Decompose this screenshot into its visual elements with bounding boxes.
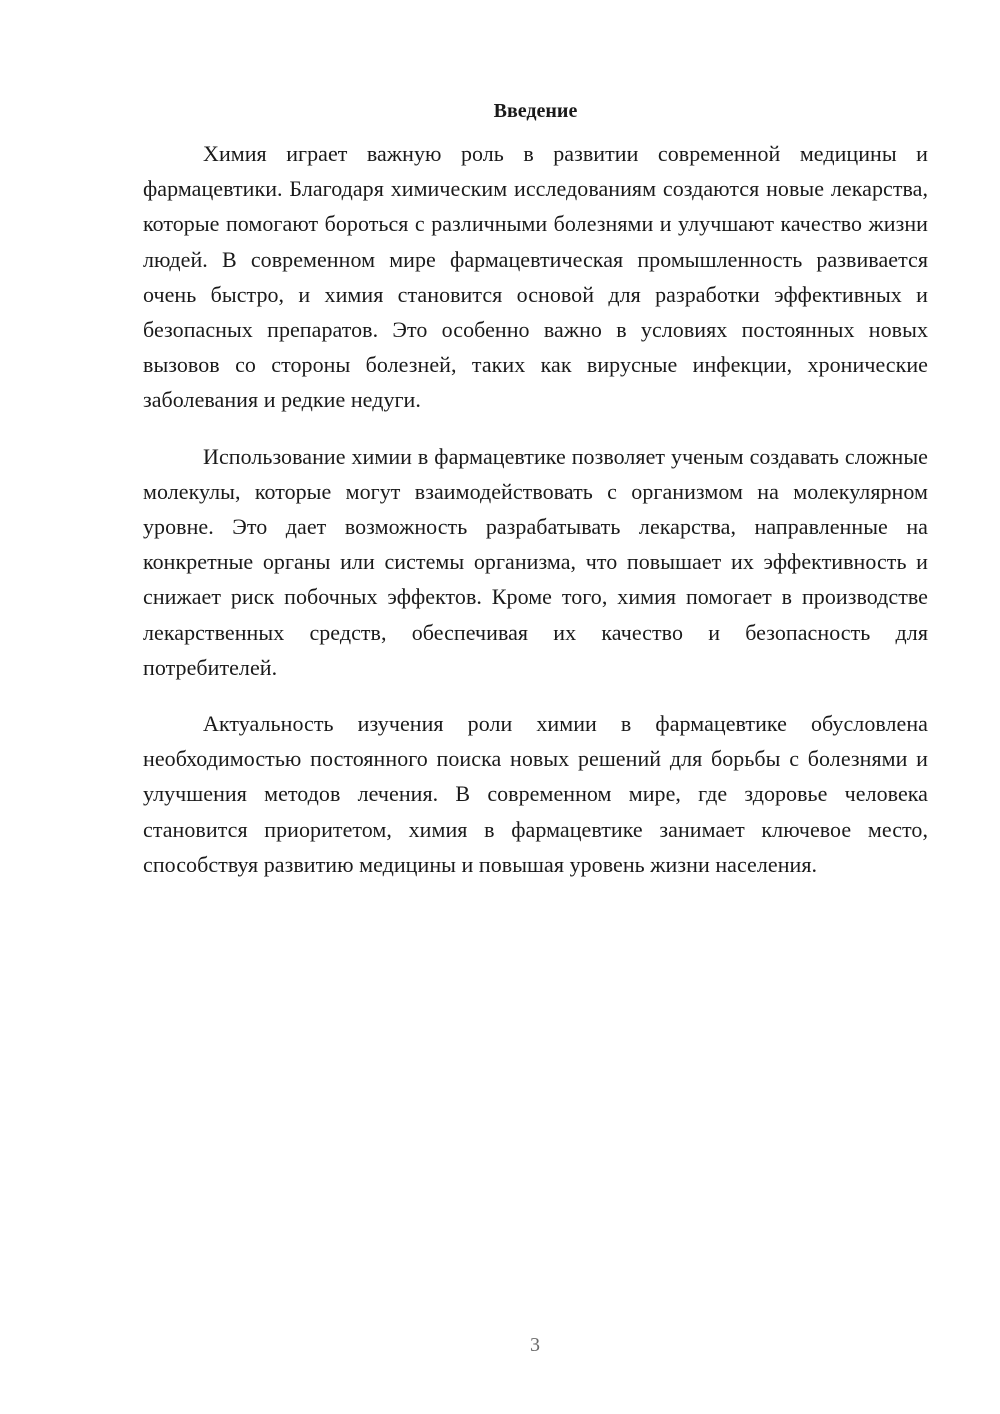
page-number: 3: [530, 1334, 540, 1356]
paragraph-3: Актуальность изучения роли химии в фармацевтике обусловлена необходимостью постоянного поиска новых решений для борьбы с болезнями и улучшения методов лечения. В современном мире, где здоровье человека становится приоритетом, химия в фармацевтике занимает ключевое место, способствуя развитию медицины и повышая уровень жизни населения.: [143, 711, 928, 877]
section-heading: Введение: [493, 100, 578, 122]
paragraph-1: Химия играет важную роль в развитии современной медицины и фармацевтики. Благодаря химическим исследованиям создаются новые лекарства, которые помогают бороться с различными болезнями и улучшают качество жизни людей. В современном мире фармацевтическая промышленность развивается очень быстро, и химия становится основой для разработки эффективных и безопасных препаратов. Это особенно важно в условиях постоянных новых вызовов со стороны болезней, таких как вирусные инфекции, хронические заболевания и редкие недуги.: [143, 141, 928, 413]
page-content: [143, 96, 928, 903]
paragraph-2: Использование химии в фармацевтике позволяет ученым создавать сложные молекулы, которые могут взаимодействовать с организмом на молекулярном уровне. Это дает возможность разрабатывать лекарства, направленные на конкретные органы или системы организма, что повышает их эффективность и снижает риск побочных эффектов. Кроме того, химия помогает в производстве лекарственных средств, обеспечивая их качество и безопасность для потребителей.: [143, 443, 928, 680]
